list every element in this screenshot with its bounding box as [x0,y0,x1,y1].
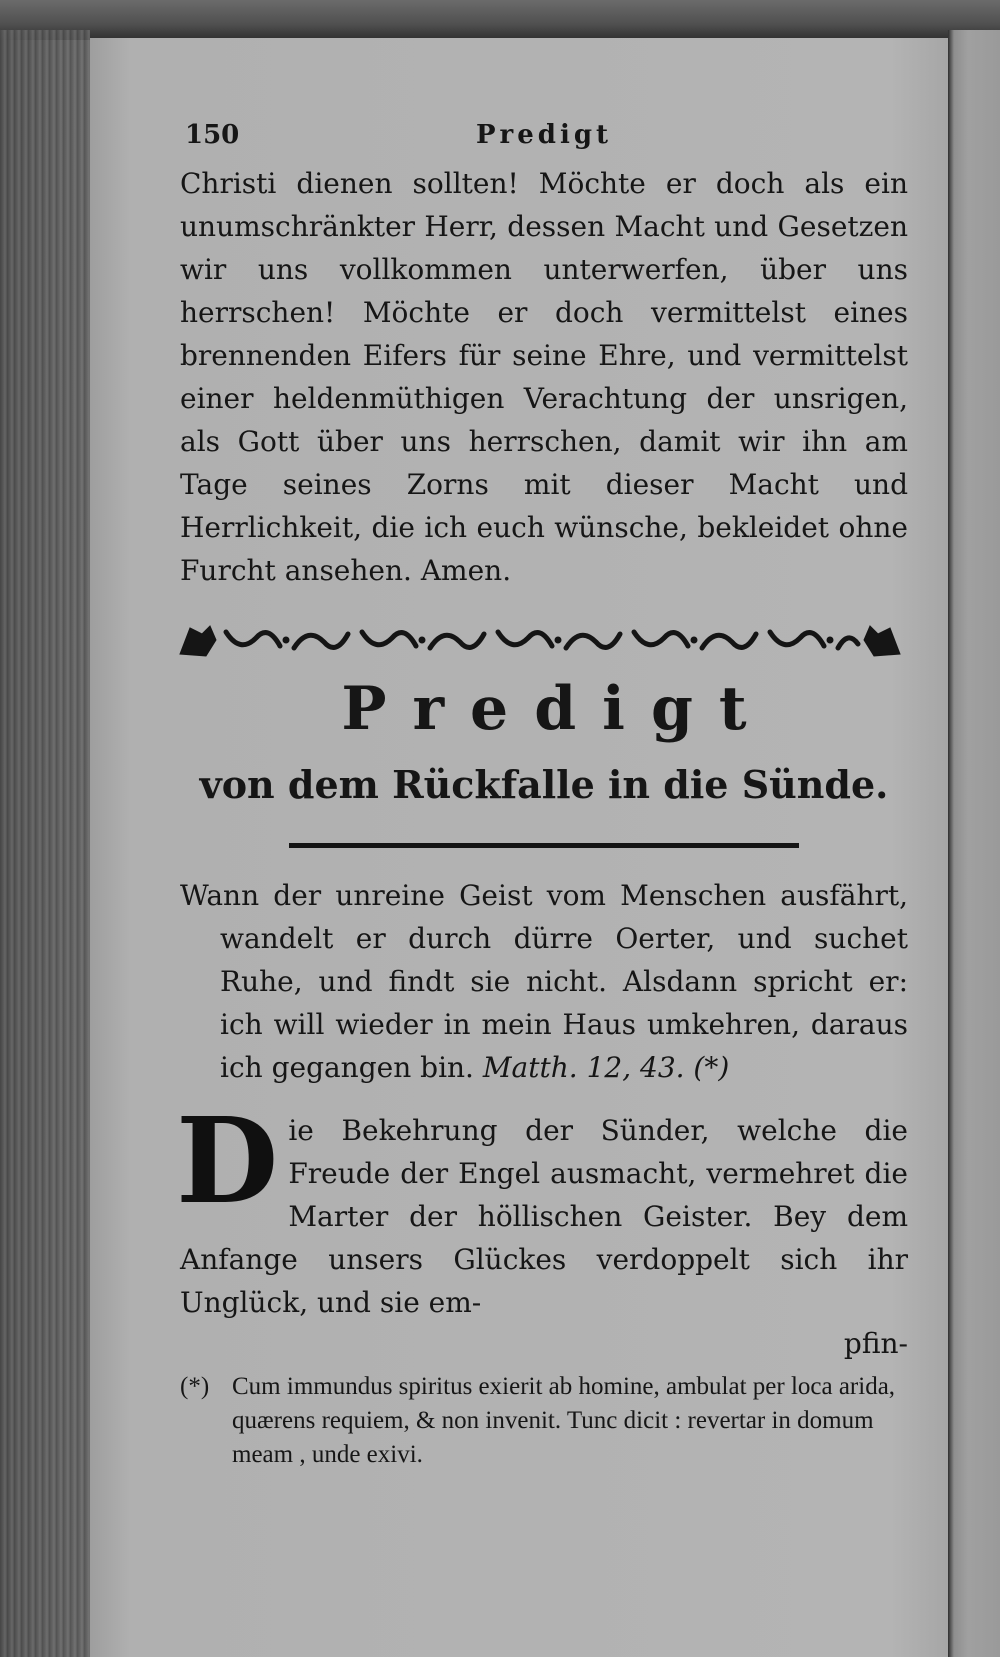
sermon-title: Predigt [341,674,773,744]
drop-cap: D [176,1091,279,1230]
page-content [176,120,908,1472]
epigraph-reference: Matth. 12, 43. (*) [482,1051,730,1084]
page-stack-edges [0,30,90,1657]
facing-page-edge [948,30,1000,1657]
footnote [180,1370,908,1472]
epigraph-text: Wann der unreine Geist vom Menschen ausfährt, wandelt er durch dürre Oerter, und suchet Ruhe, und findt sie nicht. Alsdann spricht er: ich will wieder in mein Haus umkehren, daraus ich gegangen bin. [180,879,908,1084]
sermon-subtitle: von dem Rückfalle in die Sünde. [199,762,889,807]
book-top-edge [0,0,1000,40]
footnote-text: Cum immundus spiritus exierit ab homine, ambulat per loca arida, quærens requiem, & non invenit. Tunc dicit : revertar in domum meam , unde exivi. [232,1373,896,1468]
ornament-divider-icon [176,620,904,660]
continuation-paragraph: Christi dienen sollten! Möchte er doch als ein unumschränkter Herr, dessen Macht und Gesetzen wir uns vollkommen unterwerfen, über uns herrschen! Möchte er doch vermittelst eines brennenden Eifers für seine Ehre, und vermittelst einer heldenmüthigen Verachtung der unsrigen, als Gott über uns herrschen, damit wir ihn am Tage seines Zorns mit dieser Macht und Herrlichkeit, die ich euch wünsche, bekleidet ohne Furcht ansehen. Amen. [180,167,908,587]
running-title: Predigt [475,120,613,150]
running-head [180,120,908,162]
footnote-mark: (*) [180,1373,210,1400]
opening-paragraph [176,1091,908,1324]
epigraph [180,874,908,1089]
page-number: 150 [185,120,240,150]
catchword: pfin- [843,1327,908,1360]
opening-text: ie Bekehrung der Sünder, welche die Freude der Engel ausmacht, vermehret die Marter der höllischen Geister. Bey dem Anfange unsers Glückes verdoppelt sich ihr Unglück, und sie em- [180,1114,908,1319]
title-rule [289,843,799,848]
